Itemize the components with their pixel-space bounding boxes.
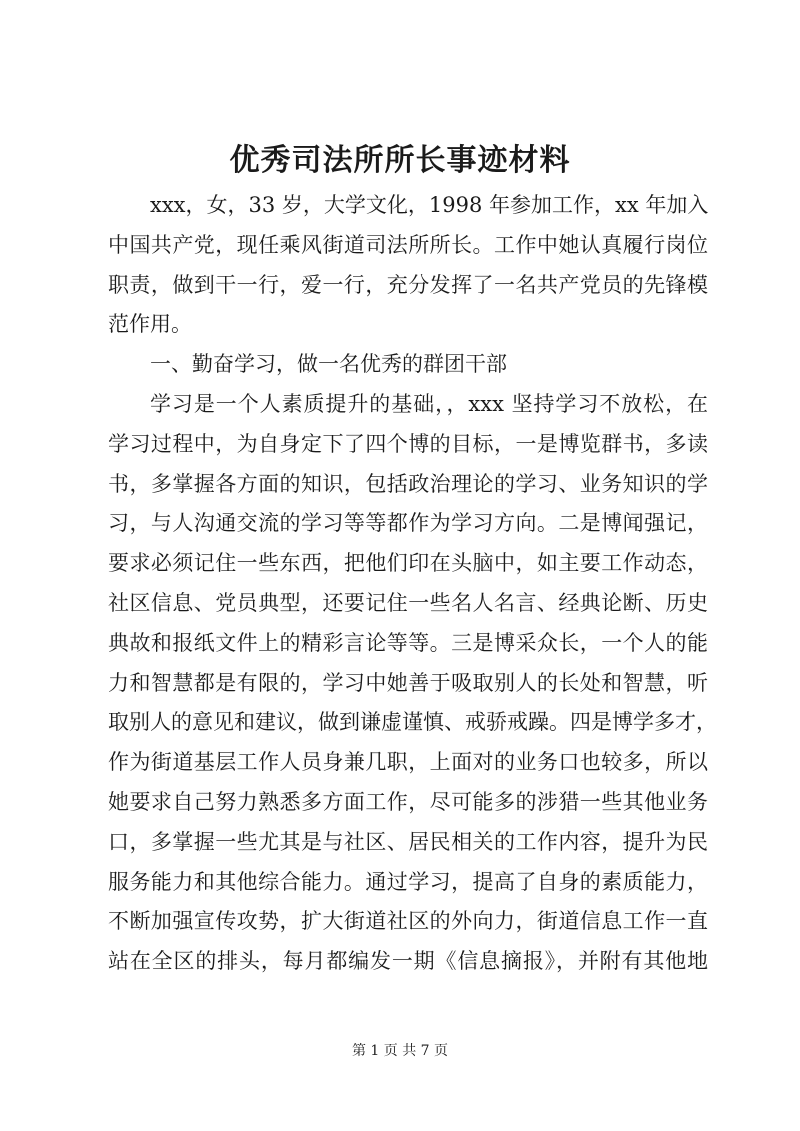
body-line: 站在全区的排头，每月都编发一期《信息摘报》，并附有其他地 — [108, 949, 708, 974]
page-footer: 第 1 页 共 7 页 — [351, 1043, 449, 1059]
body-line: 她要求自己努力熟悉多方面工作，尽可能多的涉猎一些其他业务 — [108, 789, 708, 814]
body-line: 范作用。 — [108, 312, 192, 337]
body-line: 典故和报纸文件上的精彩言论等等。三是博采众长，一个人的能 — [108, 630, 708, 655]
body-line: 力和智慧都是有限的，学习中她善于吸取别人的长处和智慧，听 — [108, 670, 708, 695]
body-line: 学习过程中，为自身定下了四个博的目标，一是博览群书，多读 — [108, 431, 708, 456]
body-line: 取别人的意见和建议，做到谦虚谨慎、戒骄戒躁。四是博学多才， — [108, 710, 717, 735]
body-line: 社区信息、党员典型，还要记住一些名人名言、经典论断、历史 — [108, 590, 708, 615]
body-line: 职责，做到干一行，爱一行，充分发挥了一名共产党员的先锋模 — [108, 272, 708, 297]
body-line: 书，多掌握各方面的知识，包括政治理论的学习、业务知识的学 — [108, 471, 708, 496]
document-title: 优秀司法所所长事迹材料 — [229, 143, 571, 178]
body-line: xxx，女，33 岁，大学文化，1998 年参加工作，xx 年加入 — [150, 193, 709, 217]
section-heading: 一、勤奋学习，做一名优秀的群团干部 — [150, 352, 507, 377]
body-line: 中国共产党，现任乘风街道司法所所长。工作中她认真履行岗位 — [108, 232, 708, 257]
body-line: 不断加强宣传攻势，扩大街道社区的外向力，街道信息工作一直 — [108, 909, 708, 934]
document-body — [108, 186, 717, 982]
body-line: 作为街道基层工作人员身兼几职，上面对的业务口也较多，所以 — [108, 750, 708, 775]
body-line: 习，与人沟通交流的学习等等都作为学习方向。二是博闻强记， — [108, 511, 708, 536]
body-line: 服务能力和其他综合能力。通过学习，提高了自身的素质能力， — [108, 869, 708, 894]
body-line: 要求必须记住一些东西，把他们印在头脑中，如主要工作动态， — [108, 551, 708, 576]
body-line: 学习是一个人素质提升的基础，，xxx 坚持学习不放松，在 — [150, 391, 708, 416]
body-line: 口，多掌握一些尤其是与社区、居民相关的工作内容，提升为民 — [108, 829, 708, 854]
